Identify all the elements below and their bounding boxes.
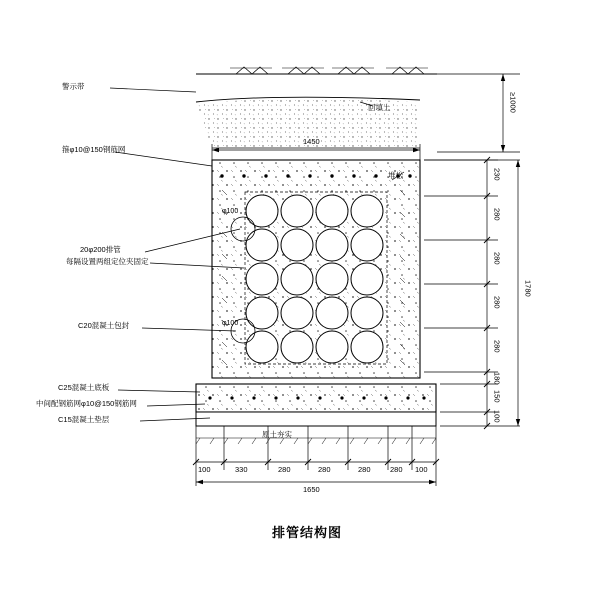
dim-right-1: 230 bbox=[492, 168, 502, 181]
dim-right-8: 100 bbox=[492, 410, 502, 423]
dimension-bottom-chain bbox=[193, 426, 439, 486]
base-slab bbox=[196, 384, 436, 412]
label-subgrade: 原土夯实 bbox=[262, 430, 292, 439]
cushion-layer bbox=[196, 412, 436, 426]
ground-line-group bbox=[196, 67, 437, 74]
dim-bottom-6: 280 bbox=[390, 465, 403, 474]
dim-right-2: 280 bbox=[492, 208, 502, 221]
label-warning-tape: 警示带 bbox=[62, 82, 85, 91]
dim-cover: ≥1000 bbox=[508, 92, 518, 113]
dim-bottom-3: 280 bbox=[278, 465, 291, 474]
label-mid-rebar: 中间配钢筋网φ10@150钢筋网 bbox=[36, 399, 137, 408]
dim-bottom-4: 280 bbox=[318, 465, 331, 474]
dim-bottom-2: 330 bbox=[235, 465, 248, 474]
dim-right-5: 280 bbox=[492, 340, 502, 353]
label-mound: 堆松 bbox=[388, 171, 403, 180]
dim-bottom-5: 280 bbox=[358, 465, 371, 474]
subgrade-zone bbox=[196, 438, 436, 444]
drawing-title: 排管结构图 bbox=[272, 525, 343, 540]
dim-right-4: 280 bbox=[492, 296, 502, 309]
dim-bottom-1: 100 bbox=[198, 465, 211, 474]
label-concrete-encase: C20混凝土包封 bbox=[78, 321, 130, 330]
dim-bottom-7: 100 bbox=[415, 465, 428, 474]
label-base-slab: C25混凝土底板 bbox=[58, 383, 110, 392]
dim-right-7: 150 bbox=[492, 390, 502, 403]
label-ducts: 20φ200排管 bbox=[80, 245, 121, 254]
label-phi100-lower: φ100 bbox=[222, 320, 239, 327]
label-phi100-upper: φ100 bbox=[222, 208, 239, 215]
label-ducts-fix: 每隔设置两组定位夹固定 bbox=[66, 257, 149, 266]
label-cushion: C15混凝土垫层 bbox=[58, 415, 110, 424]
dim-right-6: 180 bbox=[492, 372, 502, 385]
dim-bottom-total: 1650 bbox=[303, 485, 320, 494]
label-rebar-mesh-top: 箍φ10@150钢筋网 bbox=[62, 145, 126, 154]
dim-top-width: 1450 bbox=[303, 137, 320, 146]
dim-right-total: 1780 bbox=[523, 280, 533, 297]
dim-right-3: 280 bbox=[492, 252, 502, 265]
dimension-right-chain bbox=[424, 74, 520, 429]
label-backfill: 回填土 bbox=[368, 103, 391, 112]
